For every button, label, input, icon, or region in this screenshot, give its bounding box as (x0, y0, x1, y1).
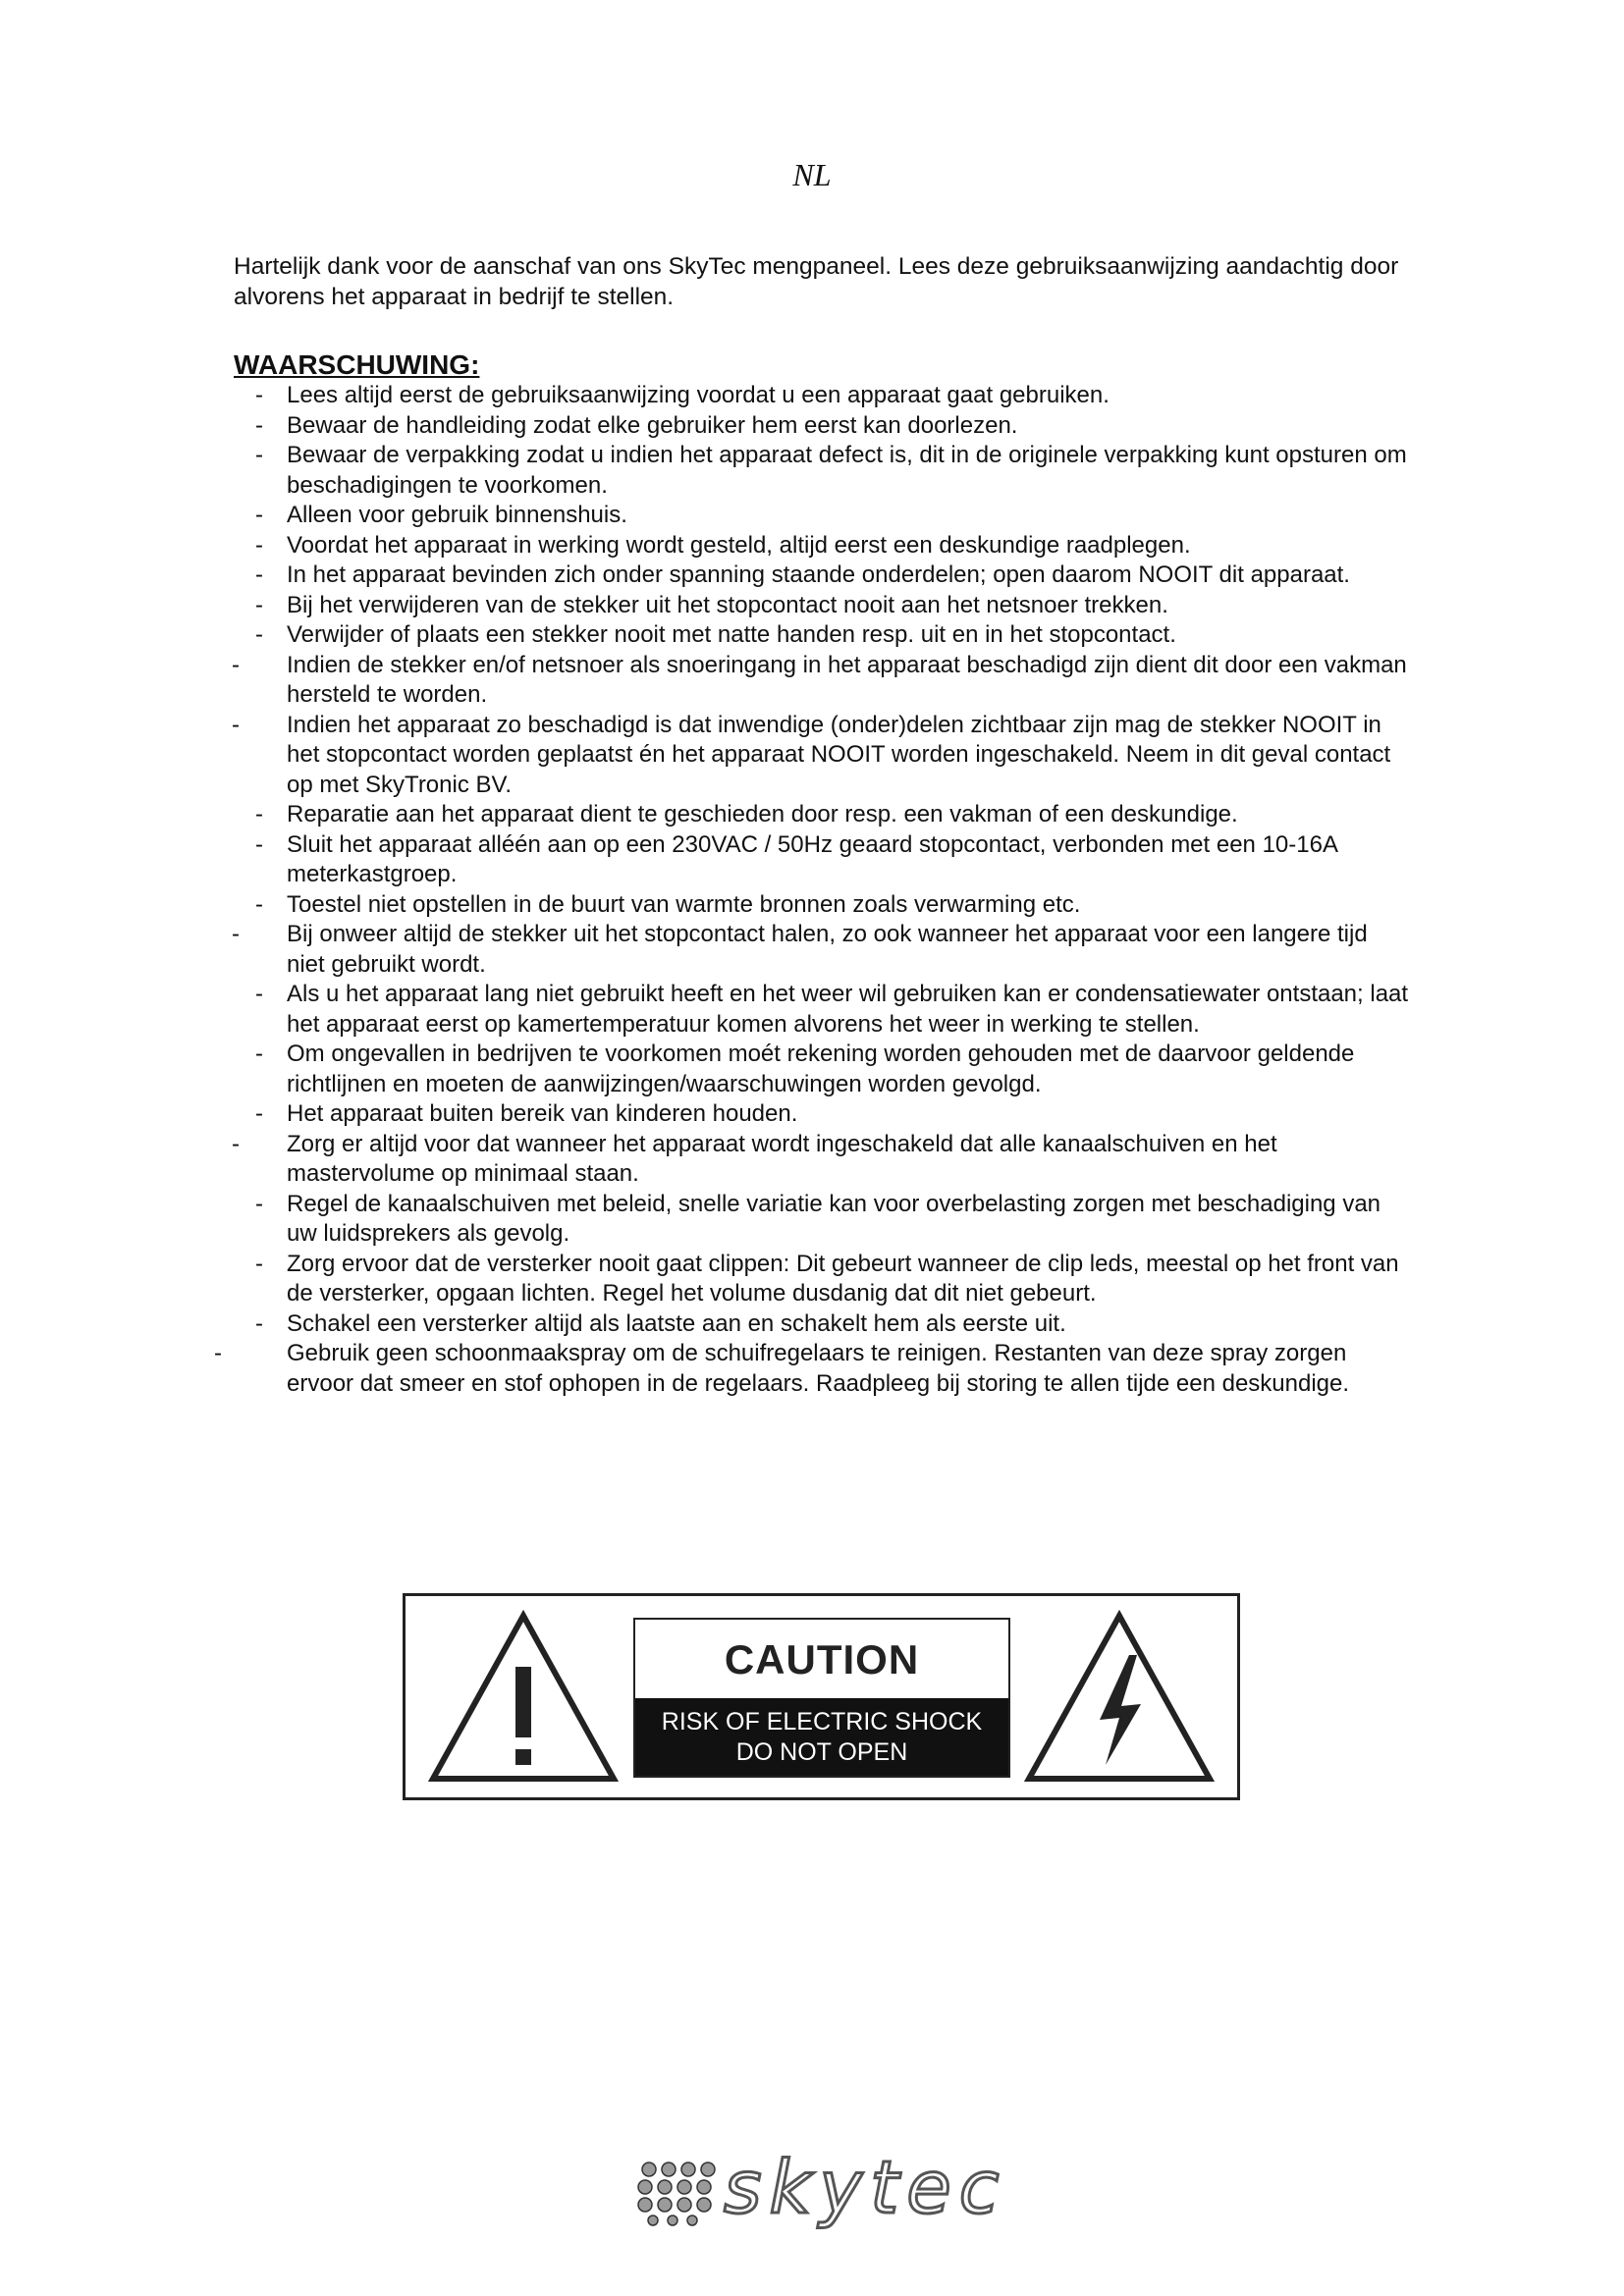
skytec-logo-text: skytec (724, 2146, 1007, 2230)
warning-item: - Zorg er altijd voor dat wanneer het apparaat wordt ingeschakeld dat alle kanaalschuiven en het mastervolume op minimaal staan. (232, 1130, 1277, 1187)
intro-paragraph: Hartelijk dank voor de aanschaf van ons SkyTec mengpaneel. Lees deze gebruiksaanwijzing aandachtig door alvorens het apparaat in bedrijf te stellen. (234, 253, 1399, 310)
caution-line-1: RISK OF ELECTRIC SHOCK (661, 1708, 983, 1735)
document-body (214, 251, 1412, 1399)
skytec-dots-logo-icon (633, 2158, 720, 2226)
warning-item: - Zorg ervoor dat de versterker nooit gaat clippen: Dit gebeurt wanneer de clip leds, meestal op het front van de versterker, opgaan lichten. Regel het volume dusdanig dat dit niet gebeurt. (255, 1250, 1399, 1307)
warning-item: - Het apparaat buiten bereik van kinderen houden. (255, 1100, 798, 1127)
warning-item: - Bewaar de handleiding zodat elke gebruiker hem eerst kan doorlezen. (255, 411, 1018, 439)
warning-item: - Sluit het apparaat alléén aan op een 230VAC / 50Hz geaard stopcontact, verbonden met een 10-16A meterkastgroep. (255, 830, 1337, 887)
caution-line-2: DO NOT OPEN (735, 1738, 908, 1766)
warning-heading: WAARSCHUWING: (234, 349, 480, 380)
warning-item: - Verwijder of plaats een stekker nooit met natte handen resp. uit en in het stopcontact. (255, 621, 1176, 648)
caution-title: CAUTION (724, 1636, 920, 1682)
warning-item: - Lees altijd eerst de gebruiksaanwijzing voordat u een apparaat gaat gebruiken. (255, 382, 1110, 408)
warning-item: - Als u het apparaat lang niet gebruikt heeft en het weer wil gebruiken kan er condensatiewater ontstaan; laat het apparaat eerst op kamertemperatuur komen alvorens het weer in werking te stellen. (255, 981, 1409, 1038)
warning-item: - Regel de kanaalschuiven met beleid, snelle variatie kan voor overbelasting zorgen met beschadiging van uw luidsprekers als gevolg. (255, 1190, 1381, 1247)
warning-item: - Schakel een versterker altijd als laatste aan en schakelt hem als eerste uit. (255, 1309, 1066, 1337)
warning-item: - Gebruik geen schoonmaakspray om de schuifregelaars te reinigen. Restanten van deze spray zorgen ervoor dat smeer en stof ophopen in de regelaars. Raadpleeg bij storing te allen tijde een deskundige. (214, 1340, 1350, 1397)
warning-item: - Indien de stekker en/of netsnoer als snoeringang in het apparaat beschadigd zijn dient dit door een vakman hersteld te worden. (232, 651, 1407, 708)
warning-item: - Reparatie aan het apparaat dient te geschieden door resp. een vakman of een deskundige. (255, 801, 1238, 828)
warning-item: - Bij onweer altijd de stekker uit het stopcontact halen, zo ook wanneer het apparaat voor een langere tijd niet gebruikt wordt. (232, 921, 1368, 978)
warning-list (214, 381, 1412, 1399)
warning-item: - Indien het apparaat zo beschadigd is dat inwendige (onder)delen zichtbaar zijn mag de stekker NOOIT in het stopcontact worden geplaatst én het apparaat NOOIT worden ingeschakeld. Neem in dit geval contact op met SkyTronic BV. (232, 711, 1391, 798)
warning-item: - In het apparaat bevinden zich onder spanning staande onderdelen; open daarom NOOIT dit apparaat. (255, 561, 1350, 588)
warning-item: - Alleen voor gebruik binnenshuis. (255, 502, 627, 528)
caution-box (633, 1618, 1010, 1778)
lightning-triangle-icon (1023, 1610, 1216, 1785)
caution-warning-panel (635, 1698, 1008, 1776)
caution-label (403, 1593, 1240, 1800)
warning-item: - Bij het verwijderen van de stekker uit het stopcontact nooit aan het netsnoer trekken. (255, 591, 1168, 618)
exclamation-triangle-icon (427, 1610, 620, 1785)
warning-item: - Om ongevallen in bedrijven te voorkomen moét rekening worden gehouden met de daarvoor geldende richtlijnen en moeten de aanwijzingen/waarschuwingen worden gevolgd. (255, 1041, 1355, 1097)
language-header: NL (792, 157, 832, 192)
skytec-logo (633, 2146, 1007, 2230)
warning-item: - Toestel niet opstellen in de buurt van warmte bronnen zoals verwarming etc. (255, 890, 1081, 918)
warning-item: - Voordat het apparaat in werking wordt gesteld, altijd eerst een deskundige raadplegen. (255, 531, 1191, 559)
warning-item: - Bewaar de verpakking zodat u indien het apparaat defect is, dit in de originele verpakking kunt opsturen om beschadigingen te voorkomen. (255, 442, 1407, 499)
